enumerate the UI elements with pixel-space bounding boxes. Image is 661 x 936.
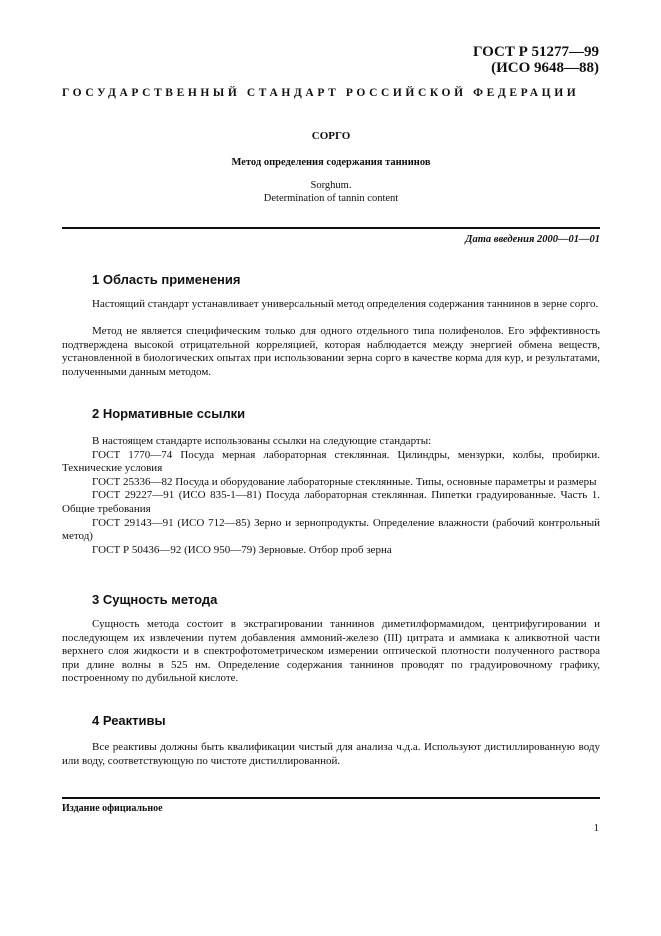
standard-code-line-1: ГОСТ Р 51277—99	[472, 44, 599, 60]
reference-item: ГОСТ 29143—91 (ИСО 712—85) Зерно и зернопродукты. Определение влажности (рабочий контрольный метод)	[62, 516, 600, 543]
gov-standard-title: ГОСУДАРСТВЕННЫЙ СТАНДАРТ РОССИЙСКОЙ ФЕДЕРАЦИИ	[62, 87, 580, 99]
normative-references-list	[62, 435, 600, 557]
section-1-paragraph-2: Метод не является специфическим только для одного отдельного типа полифенолов. Его эффективность подтверждена высокой отрицательной корреляцией, которая наблюдается между энергией обмена веществ, установленной в биологических опытах при использовании зерна сорго в качестве корма для кур, и результатами, полученными данным методом.	[62, 325, 600, 378]
reference-item: ГОСТ Р 50436—92 (ИСО 950—79) Зерновые. Отбор проб зерна	[92, 543, 392, 556]
section-1-paragraph-1: Настоящий стандарт устанавливает универсальный метод определения содержания таннинов в зерне сорго.	[92, 298, 599, 310]
standard-code-line-2: (ИСО 9648—88)	[491, 60, 599, 76]
section-heading-scope: 1 Область применения	[92, 272, 241, 287]
introduction-date: Дата введения 2000—01—01	[465, 234, 600, 245]
page-number: 1	[593, 822, 599, 834]
reference-item: ГОСТ 25336—82 Посуда и оборудование лабораторные стеклянные. Типы, основные параметры и размеры	[92, 475, 597, 488]
document-subtitle: Метод определения содержания таннинов	[231, 157, 431, 168]
footer-divider	[62, 797, 600, 799]
english-title-line-1: Sorghum.	[310, 180, 352, 191]
document-title: СОРГО	[311, 130, 351, 142]
section-3-paragraph-1: Сущность метода состоит в экстрагировании таннинов диметилформамидом, центрифугировании и последующем их извлечении путем добавления аммоний-железо (III) цитрата и аммиака к аликвотной части верхнего слоя жидкости и в спектрофотометрическом измерении оптической плотности полученного раствора при длине волны в 525 нм. Определение содержания таннинов проводят по градуировочному графику, построенному по дубильной кислоте.	[62, 618, 600, 685]
english-title	[62, 180, 600, 205]
header-divider	[62, 227, 600, 229]
section-4-paragraph-1: Все реактивы должны быть квалификации чистый для анализа ч.д.а. Используют дистиллированную воду или воду, соответствующую по чистоте дистиллированной.	[62, 741, 600, 767]
reference-item: ГОСТ 29227—91 (ИСО 835-1—81) Посуда лабораторная стеклянная. Пипетки градуированные. Часть 1. Общие требования	[62, 489, 600, 515]
section-heading-method-essence: 3 Сущность метода	[92, 592, 218, 607]
references-intro: В настоящем стандарте использованы ссылки на следующие стандарты:	[92, 435, 432, 447]
english-title-line-2: Determination of tannin content	[263, 192, 399, 204]
section-heading-reagents: 4 Реактивы	[92, 713, 166, 728]
standard-code	[473, 44, 599, 76]
section-heading-normative-references: 2 Нормативные ссылки	[92, 406, 246, 421]
reference-item: ГОСТ 1770—74 Посуда мерная лабораторная стеклянная. Цилиндры, мензурки, колбы, пробирки. Технические условия	[62, 448, 600, 475]
official-edition-label: Издание официальное	[62, 803, 163, 814]
